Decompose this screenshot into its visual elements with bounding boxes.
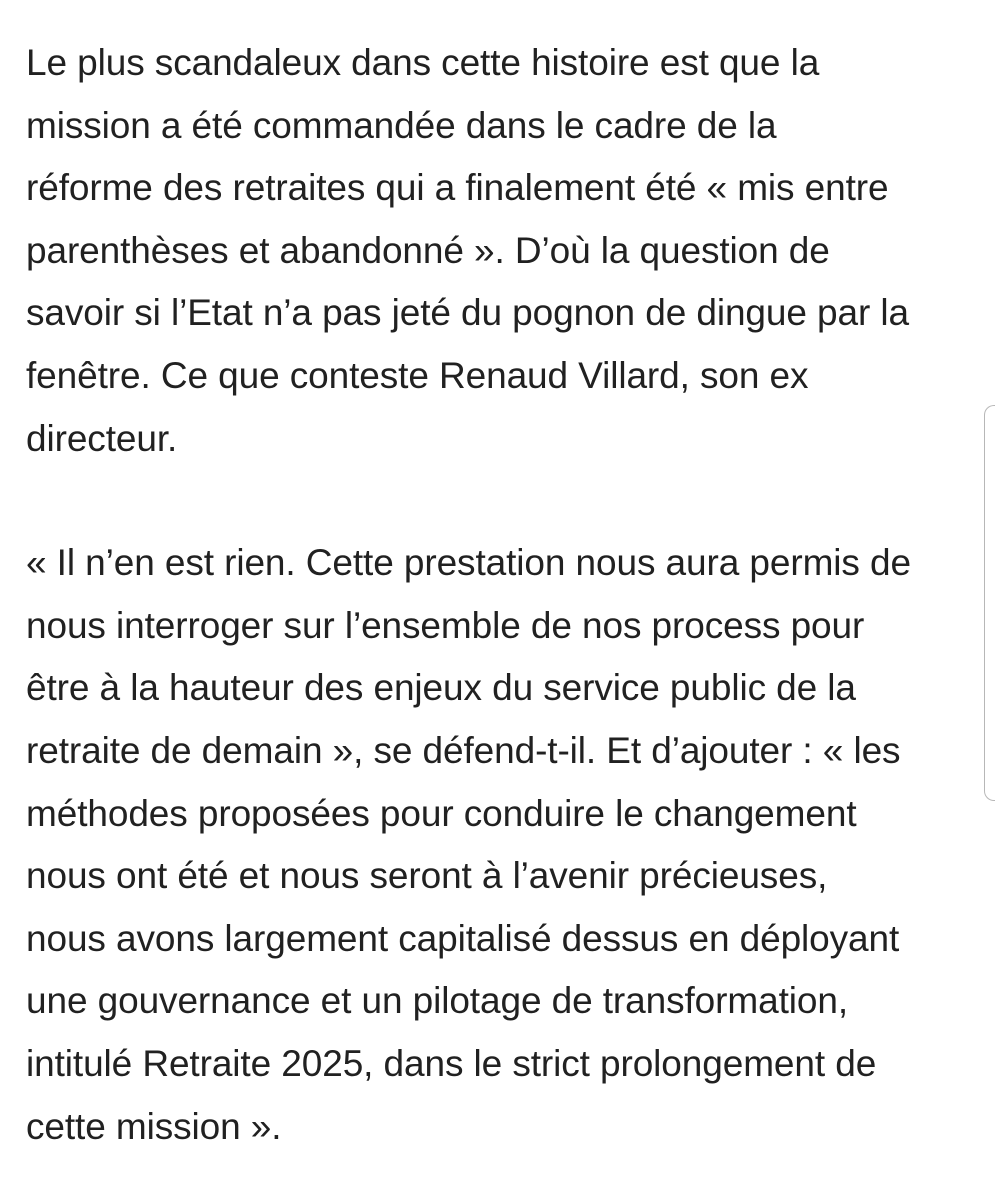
text-line: retraite de demain », se défend-t-il. Et d’ajouter : « les: [26, 729, 901, 771]
text-line: être à la hauteur des enjeux du service public de la: [26, 667, 856, 709]
text-line: Le plus scandaleux dans cette histoire est que la: [26, 42, 820, 83]
paragraph-1: [26, 32, 981, 470]
text-line: méthodes proposées pour conduire le changement: [26, 792, 857, 834]
paragraph-2: [26, 532, 981, 1158]
text-line: directeur.: [26, 417, 178, 459]
text-line: « Il n’en est rien. Cette prestation nous aura permis de: [26, 542, 911, 584]
text-line: parenthèses et abandonné ». D’où la question de: [26, 229, 830, 271]
text-line: fenêtre. Ce que conteste Renaud Villard, son ex: [26, 354, 809, 396]
text-line: savoir si l’Etat n’a pas jeté du pognon de dingue par la: [26, 292, 909, 334]
text-line: réforme des retraites qui a finalement été « mis entre: [26, 167, 889, 209]
text-line: une gouvernance et un pilotage de transformation,: [26, 980, 848, 1022]
text-line: nous avons largement capitalisé dessus en déployant: [26, 917, 900, 959]
text-line: nous interroger sur l’ensemble de nos process pour: [26, 604, 865, 646]
article-body: [26, 32, 981, 1158]
text-line: cette mission ».: [26, 1105, 282, 1147]
text-line: mission a été commandée dans le cadre de la: [26, 104, 777, 146]
text-line: intitulé Retraite 2025, dans le strict prolongement de: [26, 1042, 877, 1084]
text-line: nous ont été et nous seront à l’avenir précieuses,: [26, 855, 828, 897]
scroll-handle[interactable]: [984, 405, 995, 801]
